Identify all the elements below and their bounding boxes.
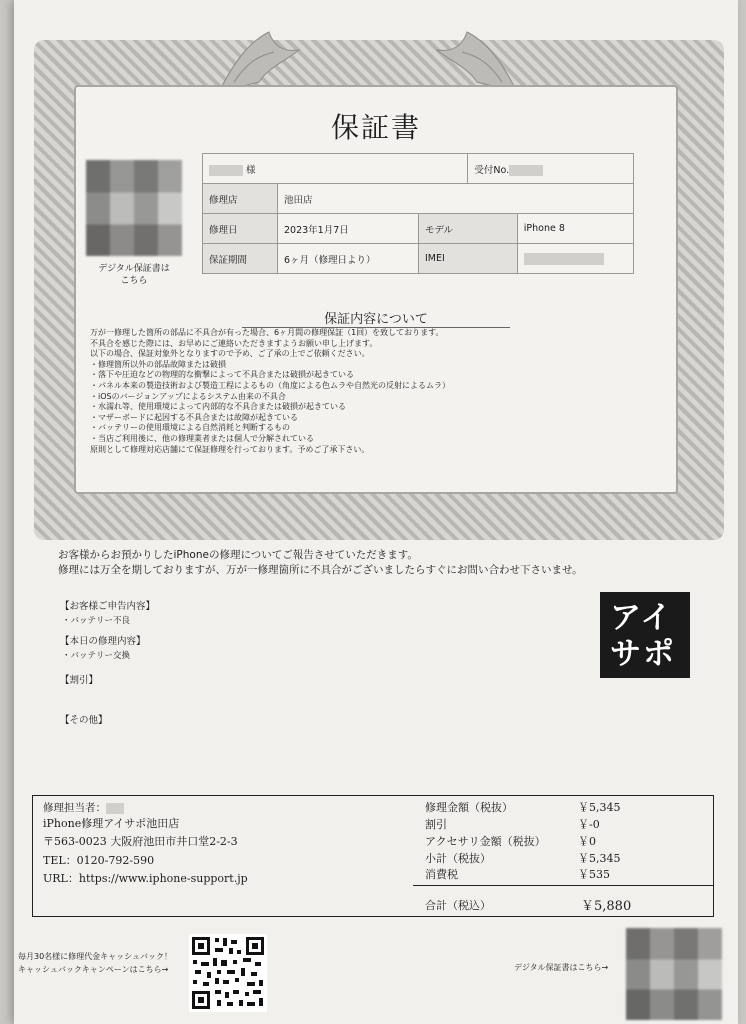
terms-line: ・当店ご利用後に、他の修理業者または個人で分解されている (90, 433, 314, 443)
warranty-period-label: 保証期間 (203, 244, 278, 274)
price-row-label: 消費税 (425, 868, 458, 881)
digital-certificate-link[interactable]: デジタル保証書はこちら→ (514, 963, 609, 972)
price-row-label: 修理金額（税抜） (425, 801, 513, 814)
terms-line: ・水濡れ等、使用環境によって内部的な不具合または破損が起きている (90, 402, 346, 412)
shop-url[interactable]: URL：https://www.iphone-support.jp (43, 872, 248, 885)
cashback-campaign: 毎月30名様に修理代金キャッシュバック！ キャッシュバックキャンペーンはこちら→ (18, 952, 173, 974)
terms-line: 以下の場合、保証対象外となりますので予め、ご了承の上でご依頼ください。 (90, 349, 370, 359)
discount-label: 【割引】 (60, 675, 99, 686)
repair-date-value: 2023年1月7日 (278, 214, 419, 244)
shop-name: iPhone修理アイサポ池田店 (43, 817, 180, 830)
price-row-label: アクセサリ金額（税抜） (425, 835, 546, 848)
campaign-qr-code[interactable] (189, 934, 267, 1012)
qr-pattern (189, 934, 267, 1012)
total-divider (413, 885, 713, 886)
terms-line: ・iOSのバージョンアップによるシステム由来の不具合 (90, 391, 286, 401)
shop-address: 〒563-0023 大阪府池田市井口堂2-2-3 (43, 835, 238, 848)
total-value: ￥5,880 (581, 899, 632, 914)
shop-label: 修理店 (203, 184, 278, 214)
aisapo-logo: アイ サポ (600, 592, 690, 678)
imei-label: IMEI (419, 244, 518, 274)
terms-line: 万が一修理した箇所の部品に不具合が有った場合、6ヶ月間の修理保証（1回）を致しております。 (90, 328, 444, 337)
price-row-value: ￥5,345 (578, 801, 621, 814)
warranty-info-table (202, 153, 634, 274)
receipt-number-cell: 受付No. (468, 154, 634, 184)
total-label: 合計（税込） (425, 899, 491, 912)
certificate-title: 保証書 (330, 111, 421, 144)
terms-line: 不具合を感じた際には、お早めにご連絡いただきますようお願い申し上げます。 (90, 338, 378, 348)
terms-line: ・バッテリーの使用環境による自然消耗と判断するもの (90, 423, 290, 433)
imei-value (517, 244, 633, 274)
staff-label: 修理担当者： (43, 800, 124, 815)
terms-line: ・修理箇所以外の部品故障または破損 (90, 359, 226, 369)
repair-date-label: 修理日 (203, 214, 278, 244)
terms-line: ・落下や圧迫などの物理的な衝撃によって不具合または破損が起きている (90, 370, 354, 380)
terms-line: ・パネル本来の製造技術および製造工程によるもの（角度による色ムラや自然光の反射によるムラ） (90, 380, 450, 390)
price-row-label: 小計（税抜） (425, 852, 491, 865)
terms-title: 保証内容について (324, 312, 428, 327)
digital-certificate-qr-bottom[interactable] (626, 928, 722, 1020)
model-label: モデル (419, 214, 518, 244)
report-message: お客様からお預かりしたiPhoneの修理についてご報告させていただきます。 修理には万全を期しておりますが、万が一修理箇所に不具合がございましたらすぐにお問い合わせ下さいませ。 (58, 549, 583, 576)
price-row-value: ￥535 (578, 868, 610, 881)
price-row-value: ￥0 (578, 835, 596, 848)
complaint-value: ・バッテリー不良 (62, 616, 131, 626)
other-label: 【その他】 (60, 715, 108, 726)
qr-caption: デジタル保証書は こちら (98, 264, 170, 286)
price-row-value: ￥5,345 (578, 852, 621, 865)
terms-list (90, 328, 450, 455)
paper-sheet (14, 0, 738, 1024)
price-row-value: ￥-0 (578, 818, 600, 831)
invoice-box (32, 795, 714, 917)
repair-content-label: 【本日の修理内容】 (60, 636, 146, 647)
customer-name-cell: 様 (203, 154, 468, 184)
digital-certificate-qr[interactable] (86, 160, 182, 256)
complaint-label: 【お客様ご申告内容】 (60, 601, 156, 612)
terms-line: 原則として修理対応店舗にて保証修理を行っております。予めご了承下さい。 (90, 444, 370, 454)
shop-value: 池田店 (278, 184, 634, 214)
shop-tel: TEL：0120-792-590 (43, 854, 155, 867)
terms-line: ・マザーボードに起因する不具合または故障が起きている (90, 412, 298, 422)
price-row-label: 割引 (425, 818, 447, 831)
repair-content-value: ・バッテリー交換 (62, 651, 131, 661)
warranty-period-value: 6ヶ月（修理日より） (278, 244, 419, 274)
model-value: iPhone 8 (517, 214, 633, 244)
